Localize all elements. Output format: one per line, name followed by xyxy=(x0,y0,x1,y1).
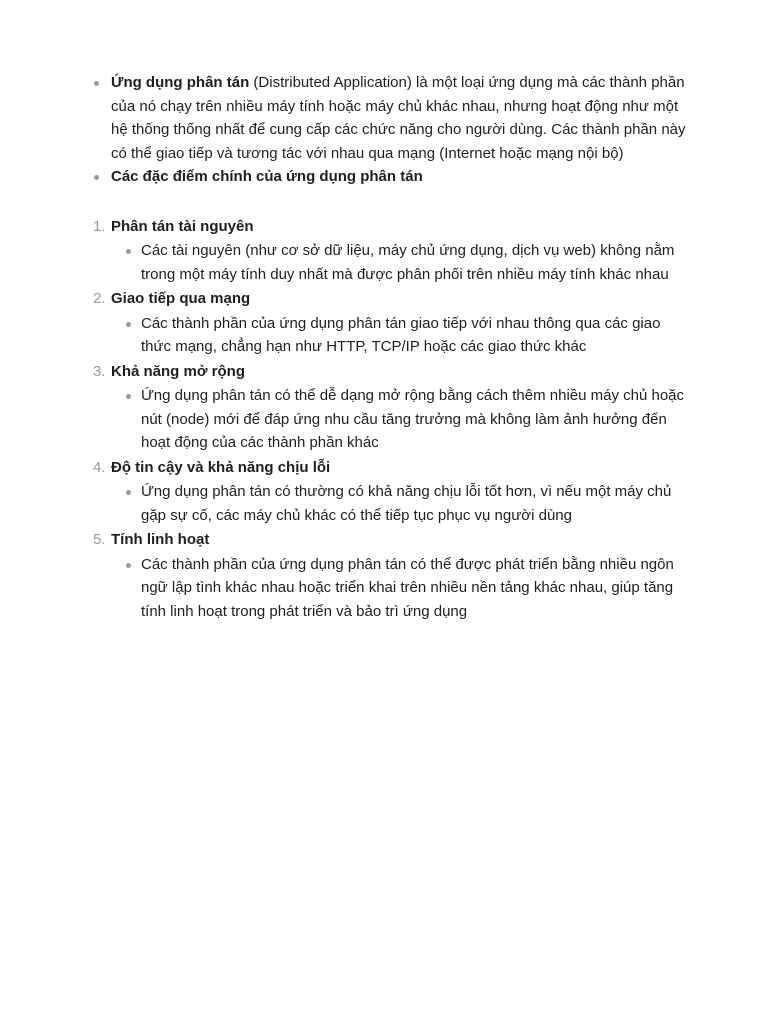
intro-term: Ứng dụng phân tán xyxy=(111,74,250,91)
feature-detail-list xyxy=(111,312,692,359)
feature-detail: Ứng dụng phân tán có thể dễ dạng mở rộng bằng cách thêm nhiều máy chủ hoặc nút (node) mới để đáp ứng nhu cầu tăng trưởng mà không làm ảnh hưởng đến hoạt động của các thành phần khác xyxy=(111,384,692,455)
feature-detail: Ứng dụng phân tán có thường có khả năng chịu lỗi tốt hơn, vì nếu một máy chủ gặp sự cố, các máy chủ khác có thể tiếp tục phục vụ người dùng xyxy=(111,480,692,527)
feature-detail-list xyxy=(111,384,692,455)
feature-title: Tính linh hoạt xyxy=(111,531,210,548)
section-heading-item xyxy=(0,165,768,189)
feature-number: 5. xyxy=(93,531,106,548)
intro-list xyxy=(0,71,768,189)
feature-item xyxy=(0,287,768,359)
section-heading: Các đặc điểm chính của ứng dụng phân tán xyxy=(111,168,423,185)
feature-detail: Các tài nguyên (như cơ sở dữ liệu, máy chủ ứng dụng, dịch vụ web) không nằm trong một máy tính duy nhất mà được phân phối trên nhiều máy tính khác nhau xyxy=(111,239,692,286)
feature-number: 3. xyxy=(93,362,106,380)
feature-title: Giao tiếp qua mạng xyxy=(111,290,251,307)
feature-item xyxy=(0,360,768,455)
feature-title: Khả năng mở rộng xyxy=(111,362,245,380)
feature-title: Phân tán tài nguyên xyxy=(111,217,254,235)
feature-detail-list xyxy=(111,553,692,624)
feature-detail-list xyxy=(111,480,692,527)
feature-item xyxy=(0,528,768,623)
feature-detail: Các thành phần của ứng dụng phân tán có thể được phát triển bằng nhiều ngôn ngữ lập tình khác nhau hoặc triển khai trên nhiều nền tảng khác nhau, giúp tăng tính linh hoạt trong phát triển và bảo trì ứng dụng xyxy=(111,553,692,624)
feature-detail-list xyxy=(111,239,692,286)
intro-definition: (Distributed Application) là một loại ứng dụng mà các thành phần của nó chạy trên nhiều máy tính hoặc máy chủ khác nhau, nhưng hoạt động như một hệ thống thống nhất để cung cấp các chức năng cho người dùng. Các thành phần này có thể giao tiếp và tương tác với nhau qua mạng (Internet hoặc mạng nội bộ) xyxy=(111,74,686,162)
feature-number: 2. xyxy=(93,290,106,307)
feature-number: 4. xyxy=(93,458,106,476)
feature-item xyxy=(0,215,768,287)
intro-item xyxy=(0,71,768,165)
feature-item xyxy=(0,456,768,528)
feature-number: 1. xyxy=(93,217,106,235)
feature-detail: Các thành phần của ứng dụng phân tán giao tiếp với nhau thông qua các giao thức mạng, chẳng hạn như HTTP, TCP/IP hoặc các giao thức khác xyxy=(111,312,692,359)
features-list xyxy=(0,215,768,624)
feature-title: Độ tin cậy và khả năng chịu lỗi xyxy=(111,458,331,476)
